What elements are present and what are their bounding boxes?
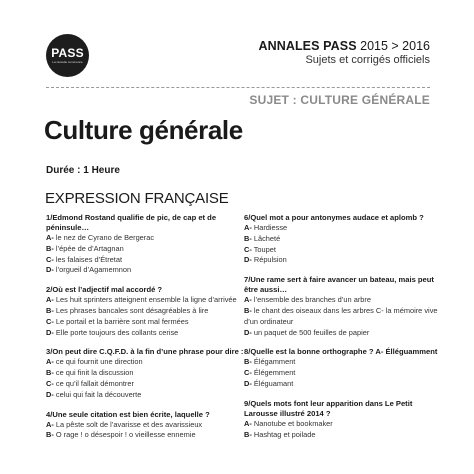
- logo-text: PASS: [51, 46, 84, 60]
- option-text: l’ensemble des branches d’un arbre: [253, 295, 371, 305]
- option-key: D-: [244, 327, 252, 337]
- option-key: A-: [46, 295, 54, 305]
- option-text: Élégamment: [253, 357, 296, 367]
- header-subtitle: Sujets et corrigés officiels: [305, 54, 430, 66]
- pass-logo: [46, 34, 89, 77]
- option-key: C-: [46, 378, 54, 388]
- option-text: un paquet de 500 feuilles de papier: [253, 327, 370, 337]
- section-heading: EXPRESSION FRANÇAISE: [45, 190, 229, 207]
- option-text: le chant des oiseaux dans les arbres C- la mémoire vive d’un ordinateur: [244, 305, 438, 326]
- question: [244, 213, 440, 266]
- question: [46, 347, 246, 400]
- option-text: Lâcheté: [253, 233, 281, 243]
- option-text: La pêste solt de l’avarisse et des avarissieux: [55, 419, 203, 429]
- answer-option: [46, 244, 246, 255]
- answer-option: [244, 234, 440, 245]
- header-years: 2015 > 2016: [360, 39, 430, 53]
- option-key: B-: [46, 368, 54, 378]
- answer-option: [46, 265, 246, 276]
- answer-option: [244, 245, 440, 256]
- answer-option: [244, 306, 440, 328]
- option-text: celui qui fait la découverte: [55, 389, 142, 399]
- option-key: B-: [244, 429, 252, 439]
- option-key: B-: [46, 430, 54, 440]
- option-text: Les phrases bancales sont désagréables à lire: [55, 305, 209, 315]
- logo-subtext: La réussite commence: [52, 60, 83, 64]
- option-text: ce qui finit la discussion: [55, 368, 134, 378]
- option-key: C-: [46, 316, 54, 326]
- option-text: Toupet: [253, 244, 276, 254]
- question: [46, 213, 246, 276]
- answer-option: [244, 295, 440, 306]
- answer-option: [46, 430, 246, 441]
- option-text: Éléguamant: [253, 378, 294, 388]
- option-text: l’épée de d’Artagnan: [55, 243, 124, 253]
- question: [244, 347, 440, 389]
- option-text: Les huit sprinters atteignent ensemble la ligne d’arrivée: [55, 295, 237, 305]
- left-column: [46, 213, 246, 450]
- question: [244, 275, 440, 338]
- question-title: 2/Où est l’adjectif mal accordé ?: [46, 285, 163, 295]
- question-title: 7/Une rame sert à faire avancer un bateau, mais peut être aussi…: [244, 275, 434, 295]
- option-key: A-: [46, 357, 54, 367]
- answer-option: [244, 223, 440, 234]
- answer-option: [46, 317, 246, 328]
- question-title: 4/Une seule citation est bien écrite, laquelle ?: [46, 409, 210, 419]
- answer-option: [46, 420, 246, 431]
- question-title: 8/Quelle est la bonne orthographe ? A- Élléguamment: [244, 347, 438, 357]
- option-text: ce qui fournit une direction: [55, 357, 143, 367]
- option-text: Le portail et la barrière sont mal fermées: [55, 316, 189, 326]
- option-key: B-: [46, 243, 54, 253]
- option-text: Hashtag et poilade: [253, 429, 316, 439]
- answer-option: [244, 357, 440, 368]
- question-title: 6/Quel mot a pour antonymes audace et aplomb ?: [244, 213, 424, 222]
- answer-option: [46, 295, 246, 306]
- answer-option: [46, 328, 246, 339]
- header-brand: ANNALES PASS: [258, 39, 357, 53]
- option-text: Hardiesse: [253, 223, 288, 232]
- answer-option: [244, 368, 440, 379]
- option-key: B-: [46, 305, 54, 315]
- page-title: Culture générale: [44, 115, 243, 145]
- answer-option: [244, 419, 440, 430]
- question-title: 1/Edmond Rostand qualifie de pic, de cap et de péninsule…: [46, 213, 217, 232]
- duration-label: Durée : 1 Heure: [46, 165, 120, 176]
- option-key: A-: [244, 223, 252, 232]
- question: [46, 410, 246, 442]
- option-text: le nez de Cyrano de Bergerac: [55, 233, 155, 242]
- answer-option: [46, 379, 246, 390]
- sujet-label: SUJET : CULTURE GÉNÉRALE: [249, 93, 430, 107]
- header-line-1: [258, 39, 430, 54]
- answer-option: [46, 390, 246, 401]
- question: [244, 399, 440, 441]
- option-key: D-: [46, 389, 54, 399]
- option-key: C-: [244, 244, 252, 254]
- option-key: B-: [244, 357, 252, 367]
- option-key: D-: [244, 255, 252, 265]
- option-key: C-: [244, 368, 252, 378]
- answer-option: [46, 368, 246, 379]
- option-key: D-: [244, 378, 252, 388]
- answer-option: [244, 255, 440, 266]
- option-text: Nanotube et bookmaker: [253, 418, 333, 428]
- answer-option: [244, 379, 440, 390]
- option-key: C-: [46, 254, 54, 264]
- option-key: D-: [46, 327, 54, 337]
- option-text: l’orgueil d’Agamemnon: [55, 265, 132, 275]
- answer-option: [46, 233, 246, 244]
- option-key: D-: [46, 265, 54, 275]
- right-column: [244, 213, 440, 449]
- answer-option: [46, 357, 246, 368]
- option-key: A-: [244, 295, 252, 305]
- option-key: A-: [244, 418, 252, 428]
- option-key: B-: [244, 305, 252, 315]
- question: [46, 285, 246, 338]
- answer-option: [244, 328, 440, 339]
- answer-option: [46, 306, 246, 317]
- question-title: 9/Quels mots font leur apparition dans Le Petit Larousse illustré 2014 ?: [244, 398, 413, 418]
- option-text: Élégemment: [253, 368, 296, 378]
- answer-option: [46, 255, 246, 266]
- option-key: A-: [46, 233, 54, 242]
- option-text: Elle porte toujours des collants cerise: [55, 327, 179, 337]
- option-key: B-: [244, 233, 252, 243]
- option-text: les falaises d’Étretat: [55, 254, 123, 264]
- option-key: A-: [46, 419, 54, 429]
- option-text: ce qu’il fallait démontrer: [55, 378, 134, 388]
- option-text: Répulsion: [253, 255, 287, 265]
- option-text: O rage ! o désespoir ! o vieillesse ennemie: [55, 430, 196, 440]
- question-title: 3/On peut dire C.Q.F.D. à la fin d’une phrase pour dire :: [46, 347, 244, 357]
- header-divider: [46, 87, 430, 88]
- header: [258, 39, 430, 67]
- answer-option: [244, 430, 440, 441]
